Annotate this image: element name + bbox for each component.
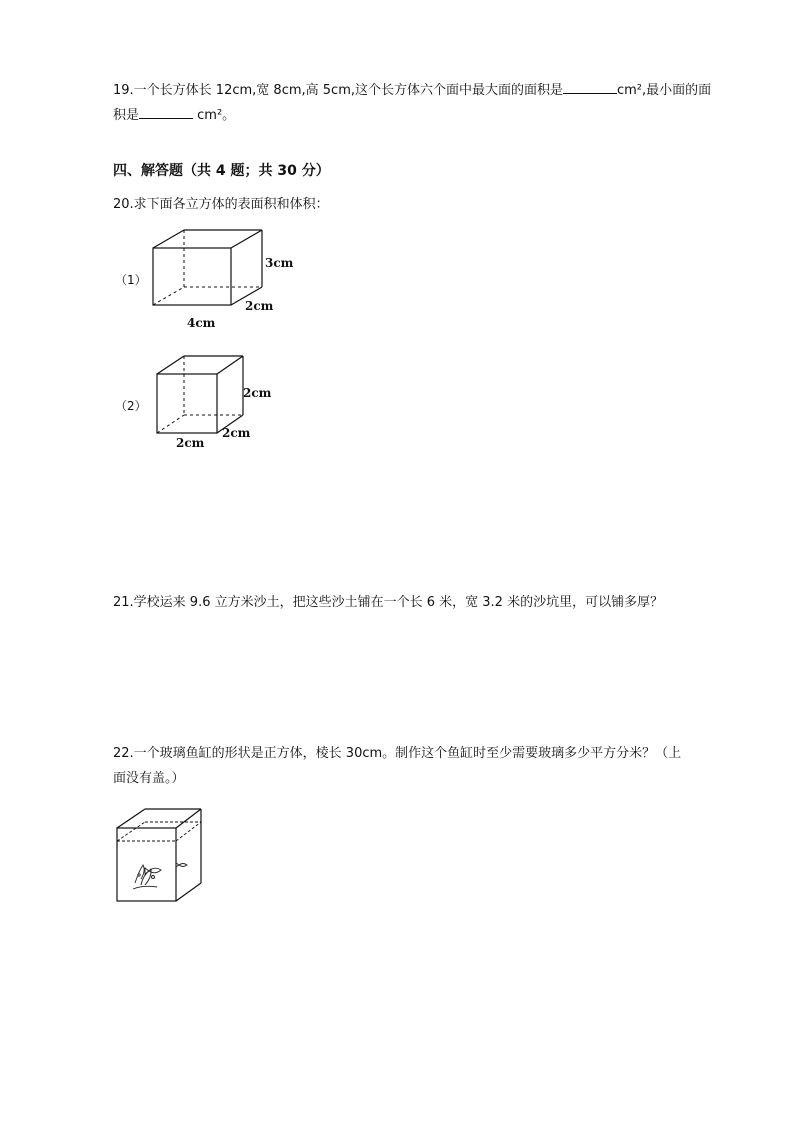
figure-1-length-label: 4cm: [187, 316, 216, 330]
question-22-line2: 面没有盖。）: [113, 771, 185, 786]
q19-text-b: cm²,最小面的面: [617, 83, 712, 98]
section-heading: 四、解答题（共 4 题；共 30 分）: [113, 163, 330, 179]
question-19-line2: [113, 105, 235, 125]
q19-text-a: 19.一个长方体长 12cm,宽 8cm,高 5cm,这个长方体六个面中最大面的面积是: [113, 83, 563, 98]
figure-2-width-label: 2cm: [222, 426, 251, 440]
figure-1-width-label: 2cm: [245, 299, 274, 313]
fish-tank-illustration: [113, 805, 205, 905]
q19-text-c: 积是: [113, 108, 140, 123]
figure-2-number: （2）: [115, 399, 147, 413]
figure-2-length-label: 2cm: [176, 436, 205, 450]
figure-1-number: （1）: [115, 273, 147, 287]
q19-text-d: cm²。: [193, 108, 236, 123]
cuboid-figure-1: [150, 228, 270, 308]
question-20-prompt: 20.求下面各立方体的表面积和体积：: [113, 197, 329, 212]
question-21: 21.学校运来 9.6 立方米沙土，把这些沙土铺在一个长 6 米，宽 3.2 米的沙坑里，可以铺多厚？: [113, 595, 664, 610]
answer-blank-largest-face[interactable]: [563, 80, 617, 94]
figure-2-height-label: 2cm: [243, 386, 272, 400]
question-22-line1: 22.一个玻璃鱼缸的形状是正方体，棱长 30cm。制作这个鱼缸时至少需要玻璃多少平方分米？（上: [113, 746, 682, 761]
question-19-line1: [113, 80, 711, 100]
figure-1-height-label: 3cm: [265, 256, 294, 270]
fish-icon: [133, 863, 187, 889]
answer-blank-smallest-face[interactable]: [139, 105, 193, 119]
